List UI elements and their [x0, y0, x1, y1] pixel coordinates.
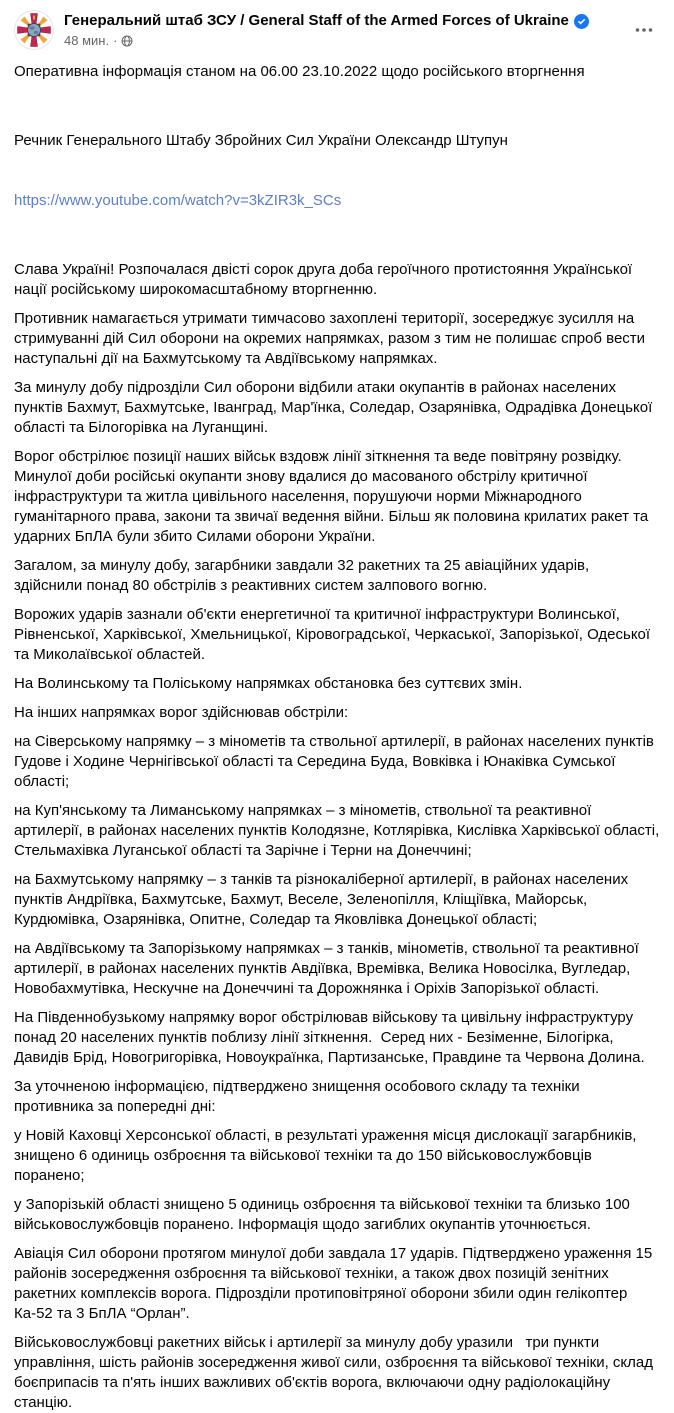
- general-staff-emblem-icon: [14, 10, 54, 50]
- post-paragraph: на Куп'янському та Лиманському напрямках – з мінометів, ствольної та реактивної артилерії, в районах населених пунктів Колодязне, Котлярівка, Кислівка Харківської області, Стельмахівка Луганської області та Зарічне і Терни на Донеччині;: [14, 802, 664, 859]
- page-avatar[interactable]: [14, 10, 54, 50]
- globe-icon: [121, 35, 133, 47]
- post-spokesperson-paragraph: [14, 91, 660, 251]
- youtube-link[interactable]: https://www.youtube.com/watch?v=3kZIR3k_SCs: [14, 192, 342, 209]
- post-paragraph: За уточненою інформацією, підтверджено знищення особового складу та техніки противника за попередні дні:: [14, 1078, 584, 1115]
- post-paragraph: Противник намагається утримати тимчасово захоплені території, зосереджує зусилля на стримуванні дій Сил оборони на окремих напрямках, разом з тим не полишає спроб вести наступальні дії на Бахмутському та Авдіївському напрямках.: [14, 310, 650, 367]
- verified-badge-icon: [574, 14, 589, 29]
- post-paragraph: Слава Україні! Розпочалася двісті сорок друга доба героїчного протистояння Української нації російському широкомасштабному вторгненню.: [14, 261, 637, 298]
- post-paragraph: За минулу добу підрозділи Сил оборони відбили атаки окупантів в районах населених пунктів Бахмут, Бахмутське, Іванград, Мар'їнка, Соледар, Озарянівка, Одрадівка Донецької області та Білогорівка на Луганщині.: [14, 379, 657, 436]
- post-paragraph: На Південнобузькому напрямку ворог обстрілював військову та цивільну інфраструктуру понад 20 населених пунктів поблизу лінії зіткнення. Серед них - Безіменне, Білогірка, Давидів Брід, Новогригорівка, Новоукраїнка, Партизанське, Правдине та Червона Долина.: [14, 1009, 645, 1066]
- post-header: [0, 0, 674, 54]
- post-paragraph: на Сіверському напрямку – з мінометів та ствольної артилерії, в районах населених пунктів Гудове і Ходине Чернігівської області та Середина Буда, Вовківка і Юнаківка Сумської області;: [14, 733, 659, 790]
- post-paragraph: Військовослужбовці ракетних військ і артилерії за минулу добу уразили три пункти управління, шість районів зосередження живої сили, озброєння та військової техніки, склад боєприпасів та п'ять інших важливих об'єктів ворога, включаючи одну радіолокаційну станцію.: [14, 1334, 658, 1411]
- post-paragraph: Загалом, за минулу добу, загарбники завдали 32 ракетних та 25 авіаційних ударів, здійснили понад 80 обстрілів з реактивних систем залпового вогню.: [14, 557, 594, 594]
- post-paragraph: на Бахмутському напрямку – з танків та різнокаліберної артилерії, в районах населених пунктів Андріївка, Бахмутське, Бахмут, Веселе, Зеленопілля, Кліщіївка, Майорськ, Курдюмівка, Озарянівка, Опитне, Соледар та Яковлівка Донецької області;: [14, 871, 633, 928]
- post-paragraph: На інших напрямках ворог здійснював обстріли:: [14, 704, 349, 721]
- meta-separator: ·: [113, 33, 118, 48]
- timestamp-link[interactable]: 48 мин.: [64, 33, 110, 48]
- page-name-link[interactable]: Генеральний штаб ЗСУ / General Staff of the Armed Forces of Ukraine: [64, 12, 569, 29]
- post-paragraph: Ворожих ударів зазнали об'єкти енергетичної та критичної інфраструктури Волинської, Рівненської, Харківської, Хмельницької, Кіровоградської, Черкаської, Запорізької, Одеської та Миколаївської областей.: [14, 606, 655, 663]
- spokesperson-text: Речник Генерального Штабу Збройних Сил України Олександр Штупун: [14, 132, 508, 149]
- post-paragraph: Авіація Сил оборони протягом минулої доби завдала 17 ударів. Підтверджено ураження 15 районів зосередження озброєння та військової техніки, а також двох позицій зенітних ракетних комплексів ворога. Підрозділи протиповітряної оборони збили один гелікоптер Ка-52 та 3 БпЛА “Орлан”.: [14, 1245, 657, 1322]
- more-options-button[interactable]: [630, 16, 658, 49]
- post-body: [0, 54, 674, 1413]
- post-paragraph: у Запорізькій області знищено 5 одиниць озброєння та військової техніки та близько 100 військовослужбовців поранено. Інформація щодо загиблих окупантів уточнюється.: [14, 1196, 635, 1233]
- post-paragraphs: [14, 260, 664, 1413]
- ellipsis-icon: [634, 20, 654, 40]
- post-paragraph: у Новій Каховці Херсонської області, в результаті ураження місця дислокації загарбників, знищено 6 одиниць озброєння та військової техніки та до 150 військовослужбовців поранено;: [14, 1127, 641, 1184]
- post-title-line: Оперативна інформація станом на 06.00 23.10.2022 щодо російського вторгнення: [14, 63, 585, 80]
- post-header-info: [64, 10, 660, 48]
- post-paragraph: Ворог обстрілює позиції наших військ вздовж лінії зіткнення та веде повітряну розвідку. Минулої доби російські окупанти знову вдалися до масованого обстрілу критичної інфраструктури та житла цивільного населення, порушуючи норми Міжнародного гуманітарного права, закони та звичаї ведення війни. Більш як половина крилатих ракет та ударних БпЛА були збито Силами оборони України.: [14, 448, 653, 545]
- post-paragraph: на Авдіївському та Запорізькому напрямках – з танків, мінометів, ствольної та реактивної артилерії, в районах населених пунктів Авдіївка, Времівка, Велика Новосілка, Вугледар, Новобахмутівка, Нескучне на Донеччині та Дорожнянка і Оріхів Запорізької області.: [14, 940, 643, 997]
- post-paragraph: На Волинському та Поліському напрямках обстановка без суттєвих змін.: [14, 675, 523, 692]
- post-meta: [64, 33, 660, 48]
